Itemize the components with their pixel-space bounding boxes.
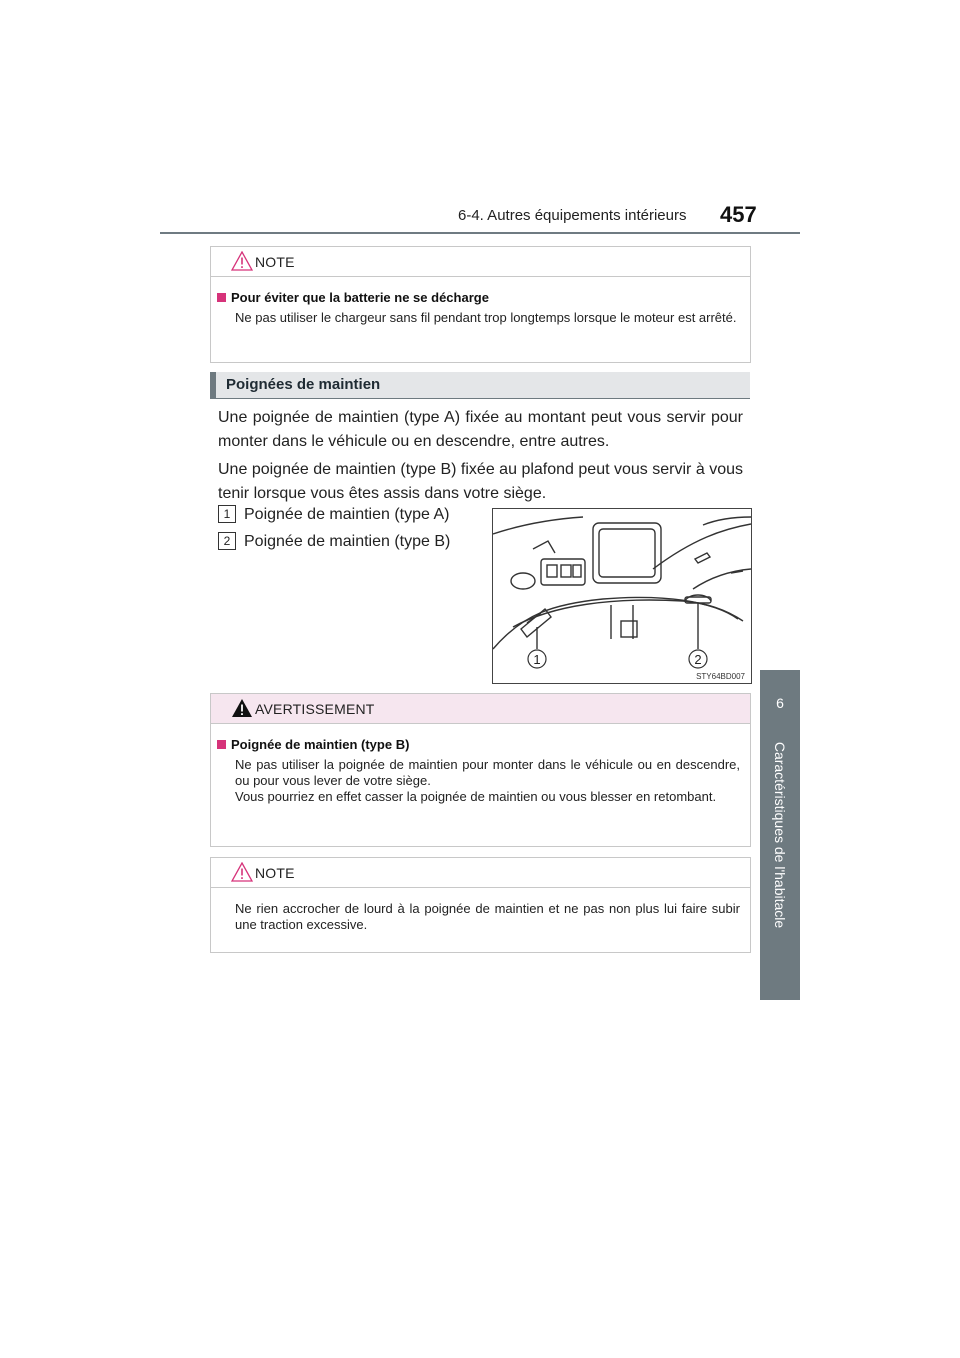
bullet-square-icon xyxy=(217,293,226,302)
body-paragraph-2: Une poignée de maintien (type B) fixée au plafond peut vous servir à vous tenir lorsque vous êtes assis dans votre siège. xyxy=(218,461,743,502)
illustration-callout-2: 2 xyxy=(694,652,702,667)
chapter-title: Caractéristiques de l'habitacle xyxy=(772,741,788,929)
callout-number: 2 xyxy=(218,532,236,550)
note-label: NOTE xyxy=(255,865,295,881)
section-heading-bar xyxy=(210,372,216,398)
note-text: Ne pas utiliser le chargeur sans fil pendant trop longtemps lorsque le moteur est arrêté. xyxy=(235,310,737,325)
warning-subheading: Poignée de maintien (type B) xyxy=(217,737,740,752)
warning-box-header xyxy=(211,694,750,724)
warning-triangle-icon xyxy=(231,698,253,718)
caution-triangle-icon xyxy=(231,251,253,271)
callout-number: 1 xyxy=(218,505,236,523)
section-rule xyxy=(210,398,750,399)
header-rule xyxy=(160,232,800,234)
body-paragraph-1: Une poignée de maintien (type A) fixée au montant peut vous servir pour monter dans le véhicule ou en descendre, entre autres. xyxy=(218,409,743,450)
warning-label: AVERTISSEMENT xyxy=(255,701,375,717)
car-interior-drawing xyxy=(493,509,751,683)
note-text: Ne rien accrocher de lourd à la poignée de maintien et ne pas non plus lui faire subir une traction excessive. xyxy=(235,901,740,932)
running-header-section: 6-4. Autres équipements intérieurs xyxy=(458,207,687,224)
list-item-label: Poignée de maintien (type A) xyxy=(244,506,450,523)
list-item xyxy=(218,532,450,551)
illustration-callout-1: 1 xyxy=(533,652,541,667)
warning-text-1: Ne pas utiliser la poignée de maintien pour monter dans le véhicule ou en descendre, ou pour vous lever de votre siège. xyxy=(235,757,740,788)
note-box-battery xyxy=(210,246,751,363)
warning-text-2: Vous pourriez en effet casser la poignée de maintien ou vous blesser en retombant. xyxy=(235,789,717,804)
section-heading xyxy=(210,372,750,398)
bullet-square-icon xyxy=(217,740,226,749)
note-subheading: Pour éviter que la batterie ne se décharge xyxy=(217,290,740,305)
note-box-header xyxy=(211,858,750,888)
assist-grip-illustration xyxy=(492,508,752,684)
note-box-header xyxy=(211,247,750,277)
note-box-grip xyxy=(210,857,751,953)
illustration-code: STY64BD007 xyxy=(696,672,745,681)
caution-triangle-icon xyxy=(231,862,253,882)
list-item-label: Poignée de maintien (type B) xyxy=(244,533,451,550)
section-title: Poignées de maintien xyxy=(226,376,381,393)
note-label: NOTE xyxy=(255,254,295,270)
page-number: 457 xyxy=(720,202,757,227)
chapter-number: 6 xyxy=(776,695,784,711)
list-item xyxy=(218,505,449,524)
warning-box xyxy=(210,693,751,847)
